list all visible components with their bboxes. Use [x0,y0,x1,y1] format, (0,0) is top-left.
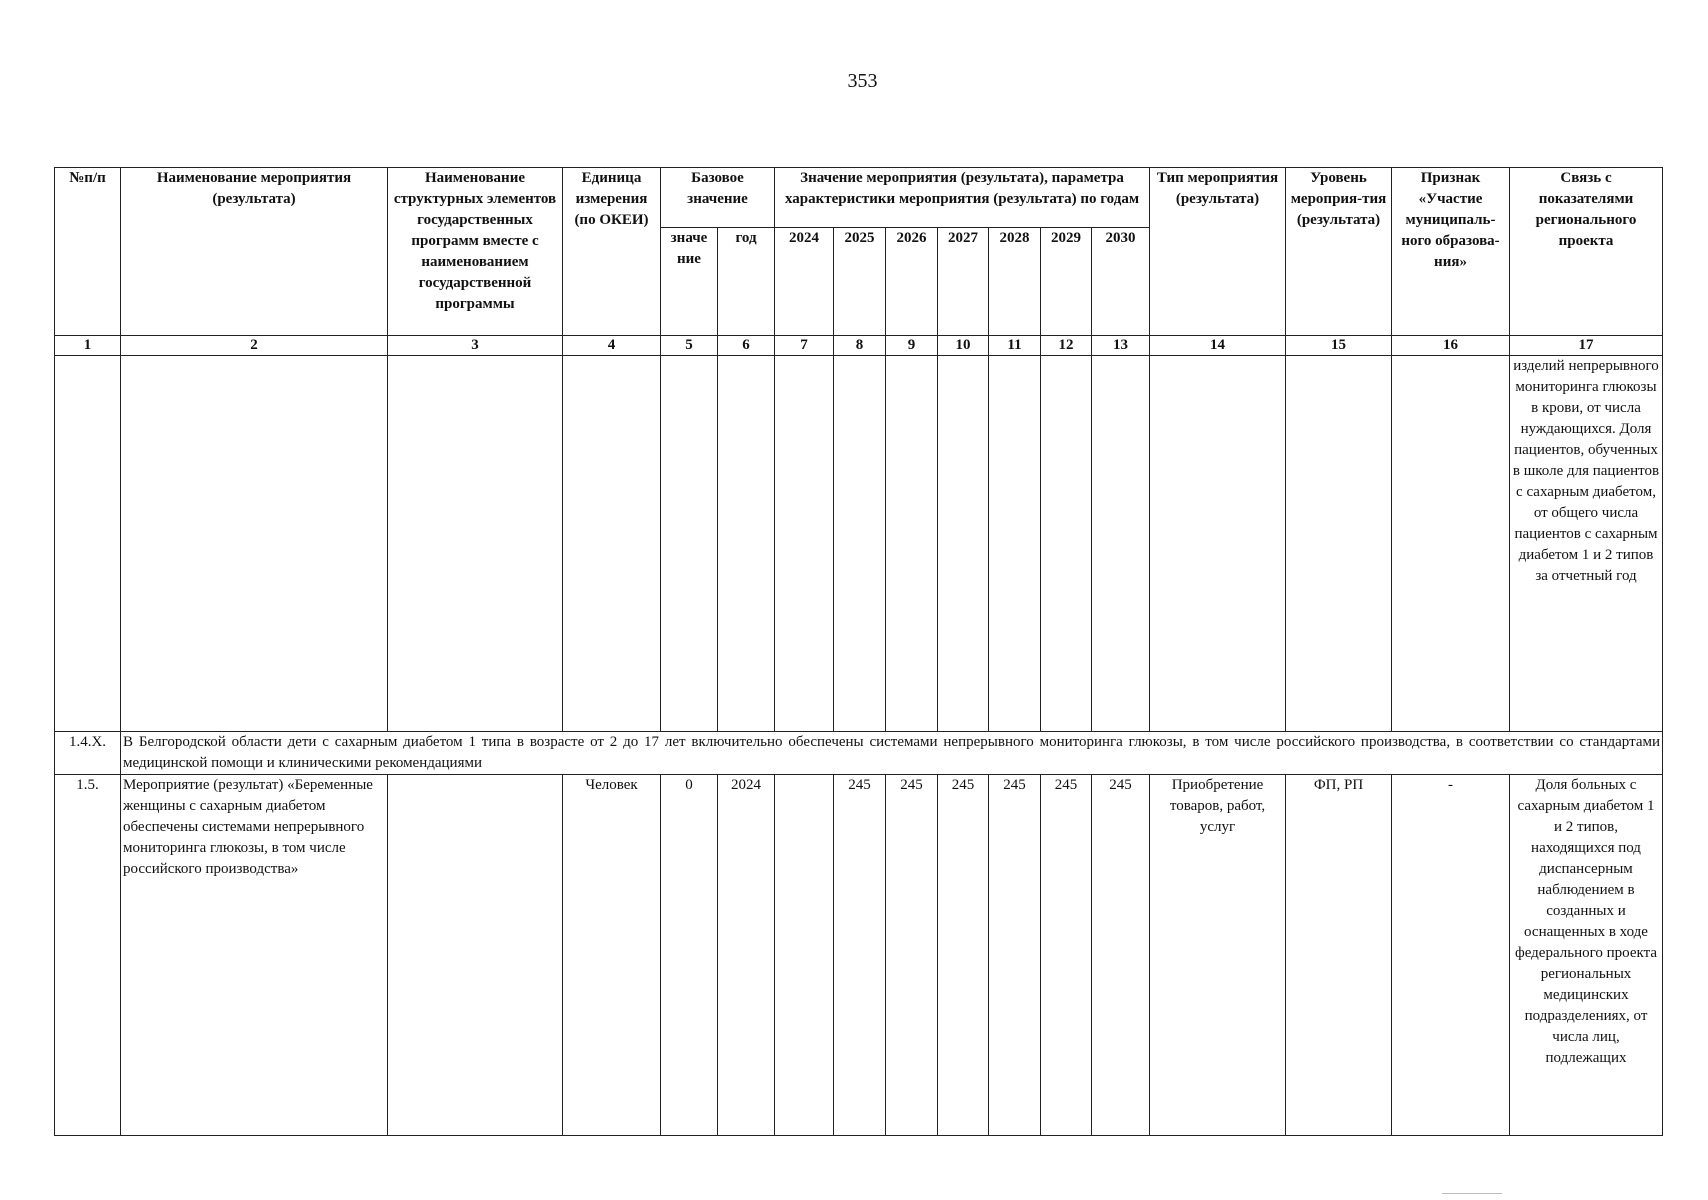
measure-value: 245 [886,775,938,1136]
table-header [55,168,1663,356]
task-text: В Белгородской области дети с сахарным диабетом 1 типа в возрасте от 2 до 17 лет включительно обеспечены системами непрерывного мониторинга глюкозы, в том числе российского производства, в соответствии со стандартами медицинской помощи и клиническими рекомендациями [121,732,1663,775]
header-year: 2026 [886,228,938,336]
header-year: 2024 [775,228,834,336]
measure-level: ФП, РП [1286,775,1392,1136]
header-base-value: Базовое значение [661,168,775,228]
measure-number: 1.5. [55,775,121,1136]
continuation-row [55,356,1663,732]
header-base-year: год [718,228,775,336]
measure-link: Доля больных с сахарным диабетом 1 и 2 типов, находящихся под диспансерным наблюдением в созданных и оснащенных в ходе федерального проекта региональных медицинских подразделениях, от числа лиц, подлежащих [1510,775,1663,1136]
measure-value [775,775,834,1136]
measures-table [54,167,1663,1136]
measure-base-year: 2024 [718,775,775,1136]
column-number: 8 [834,336,886,356]
task-row [55,732,1663,775]
header-type: Тип мероприятия (результата) [1150,168,1286,336]
measure-value: 245 [989,775,1041,1136]
column-number: 7 [775,336,834,356]
footer-rule [1442,1193,1502,1194]
header-year: 2028 [989,228,1041,336]
header-year: 2029 [1041,228,1092,336]
measure-value: 245 [1041,775,1092,1136]
measure-structural [388,775,563,1136]
measure-municipal: - [1392,775,1510,1136]
header-unit: Единица измерения (по ОКЕИ) [563,168,661,336]
header-structural-elements: Наименование структурных элементов государственных программ вместе с наименованием государственной программы [388,168,563,336]
column-number: 17 [1510,336,1663,356]
header-level: Уровень мероприя-тия (результата) [1286,168,1392,336]
measure-unit: Человек [563,775,661,1136]
column-number: 4 [563,336,661,356]
column-number: 6 [718,336,775,356]
measure-name: Мероприятие (результат) «Беременные женщины с сахарным диабетом обеспечены системами непрерывного мониторинга глюкозы, в том числе российского производства» [121,775,388,1136]
measure-value: 245 [834,775,886,1136]
header-year: 2025 [834,228,886,336]
page-number: 353 [847,70,878,92]
measure-value: 245 [938,775,989,1136]
column-number: 3 [388,336,563,356]
measure-value: 245 [1092,775,1150,1136]
column-number: 12 [1041,336,1092,356]
column-number: 10 [938,336,989,356]
header-num: №п/п [55,168,121,336]
header-link: Связь с показателями регионального проекта [1510,168,1663,336]
column-numbers-row [55,336,1663,356]
column-number: 5 [661,336,718,356]
column-number: 15 [1286,336,1392,356]
column-number: 13 [1092,336,1150,356]
measure-type: Приобретение товаров, работ, услуг [1150,775,1286,1136]
column-number: 14 [1150,336,1286,356]
measure-base-value: 0 [661,775,718,1136]
measure-row [55,775,1663,1136]
continuation-link-text: изделий непрерывного мониторинга глюкозы в крови, от числа нуждающихся. Доля пациентов, обученных в школе для пациентов с сахарным диабетом, от общего числа пациентов с сахарным диабетом 1 и 2 типов за отчетный год [1510,356,1663,732]
column-number: 11 [989,336,1041,356]
header-measure-name: Наименование мероприятия (результата) [121,168,388,336]
header-base-val: значе ние [661,228,718,336]
header-municipal: Признак «Участие муниципаль-ного образова-ния» [1392,168,1510,336]
column-number: 2 [121,336,388,356]
column-number: 1 [55,336,121,356]
header-year: 2030 [1092,228,1150,336]
column-number: 9 [886,336,938,356]
header-year: 2027 [938,228,989,336]
header-values-by-year: Значение мероприятия (результата), параметра характеристики мероприятия (результата) по годам [775,168,1150,228]
task-number: 1.4.X. [55,732,121,775]
column-number: 16 [1392,336,1510,356]
